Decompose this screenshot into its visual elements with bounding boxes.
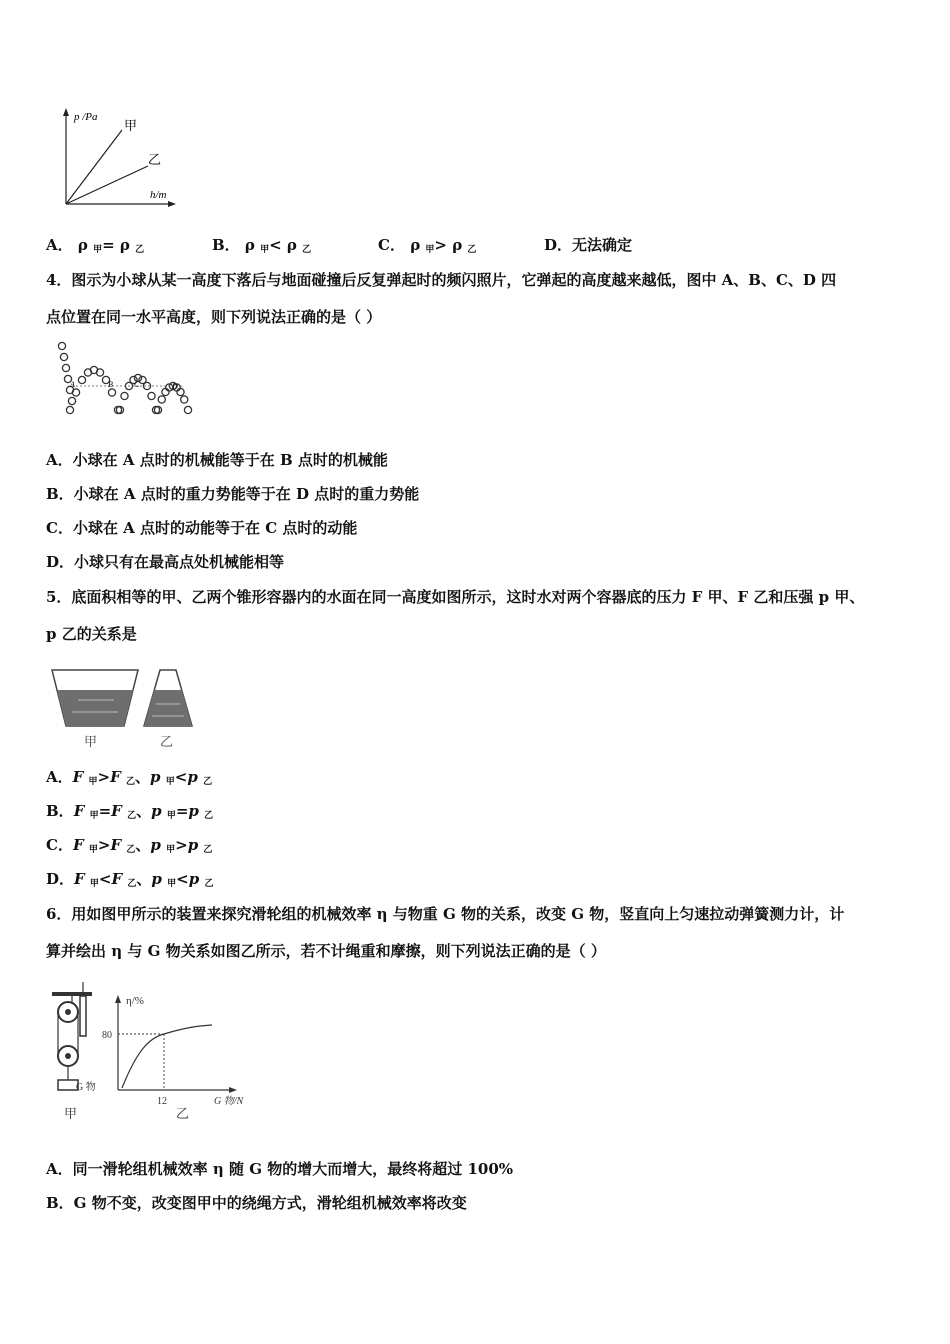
q6-option-a[interactable]: A．同一滑轮组机械效率 η 随 G 物的增大而增大，最终将超过 100% [46,1160,514,1178]
q5-stem-line1: 5．底面积相等的甲、乙两个锥形容器内的水面在同一高度如图所示，这时水对两个容器底的压力 F 甲、F 乙和压强 p 甲、 [46,588,865,606]
q5-option-b[interactable]: B．F $_甲$=F $_乙$、p $_甲$=p $_乙$ [46,802,214,821]
svg-text:乙: 乙 [160,734,174,749]
q4-option-c[interactable]: C．小球在 A 点时的动能等于在 C 点时的动能 [46,519,358,537]
svg-text:C: C [134,380,140,389]
q4-stem-line2: 点位置在同一水平高度，则下列说法正确的是（ ） [46,308,382,326]
q6-stem-line1: 6．用如图甲所示的装置来探究滑轮组的机械效率 η 与物重 G 物的关系，改变 G 物，竖直向上匀速拉动弹簧测力计，计 [46,905,845,923]
q3-line-jia-label: 甲 [124,118,138,133]
svg-text:甲: 甲 [84,734,98,749]
q4-option-a[interactable]: A．小球在 A 点时的机械能等于在 B 点时的机械能 [46,451,388,469]
q3-option-d[interactable]: D．无法确定 [544,236,633,254]
q3-pressure-depth-graph [50,104,180,216]
svg-text:η/%: η/% [126,995,144,1007]
q6-stem-line2: 算并绘出 η 与 G 物关系如图乙所示，若不计绳重和摩擦，则下列说法正确的是（ ） [46,942,606,960]
svg-text:乙: 乙 [176,1106,190,1121]
svg-text:G 物: G 物 [76,1082,96,1093]
q4-bouncing-ball-photo [50,340,195,422]
q5-option-d[interactable]: D．F $_甲$<F $_乙$、p $_甲$<p $_乙$ [46,870,214,889]
q3-line-yi-label: 乙 [148,152,162,167]
q6-option-b[interactable]: B．G 物不变，改变图甲中的绕绳方式，滑轮组机械效率将改变 [46,1194,467,1212]
q4-stem-line1: 4．图示为小球从某一高度下落后与地面碰撞后反复弹起时的频闪照片，它弹起的高度越来越低，图中 A、B、C、D 四 [46,271,837,289]
svg-text:甲: 甲 [64,1106,78,1121]
q5-option-c[interactable]: C．F $_甲$>F $_乙$、p $_甲$>p $_乙$ [46,836,213,855]
q5-stem-line2: p 乙的关系是 [46,625,137,643]
q3-option-c[interactable]: C． ρ $_甲$> ρ $_乙$ [378,236,477,255]
svg-text:D: D [172,382,178,391]
q4-option-d[interactable]: D．小球只有在最高点处机械能相等 [46,553,285,571]
svg-text:G 物/N: G 物/N [214,1096,244,1107]
q5-option-a[interactable]: A．F $_甲$>F $_乙$、p $_甲$<p $_乙$ [46,768,213,787]
q3-y-axis-label: p /Pa [74,111,98,123]
q3-option-a[interactable]: A． ρ $_甲$= ρ $_乙$ [46,236,145,255]
q4-option-b[interactable]: B．小球在 A 点时的重力势能等于在 D 点时的重力势能 [46,485,420,503]
svg-text:80: 80 [102,1030,112,1041]
svg-text:12: 12 [157,1096,167,1107]
svg-text:A: A [70,380,75,389]
svg-text:B: B [108,380,113,389]
q3-option-b[interactable]: B． ρ $_甲$< ρ $_乙$ [212,236,312,255]
q6-pulley-and-efficiency-graph [44,978,250,1124]
q5-cone-containers [48,662,198,752]
q3-x-axis-label: h/m [150,189,167,201]
